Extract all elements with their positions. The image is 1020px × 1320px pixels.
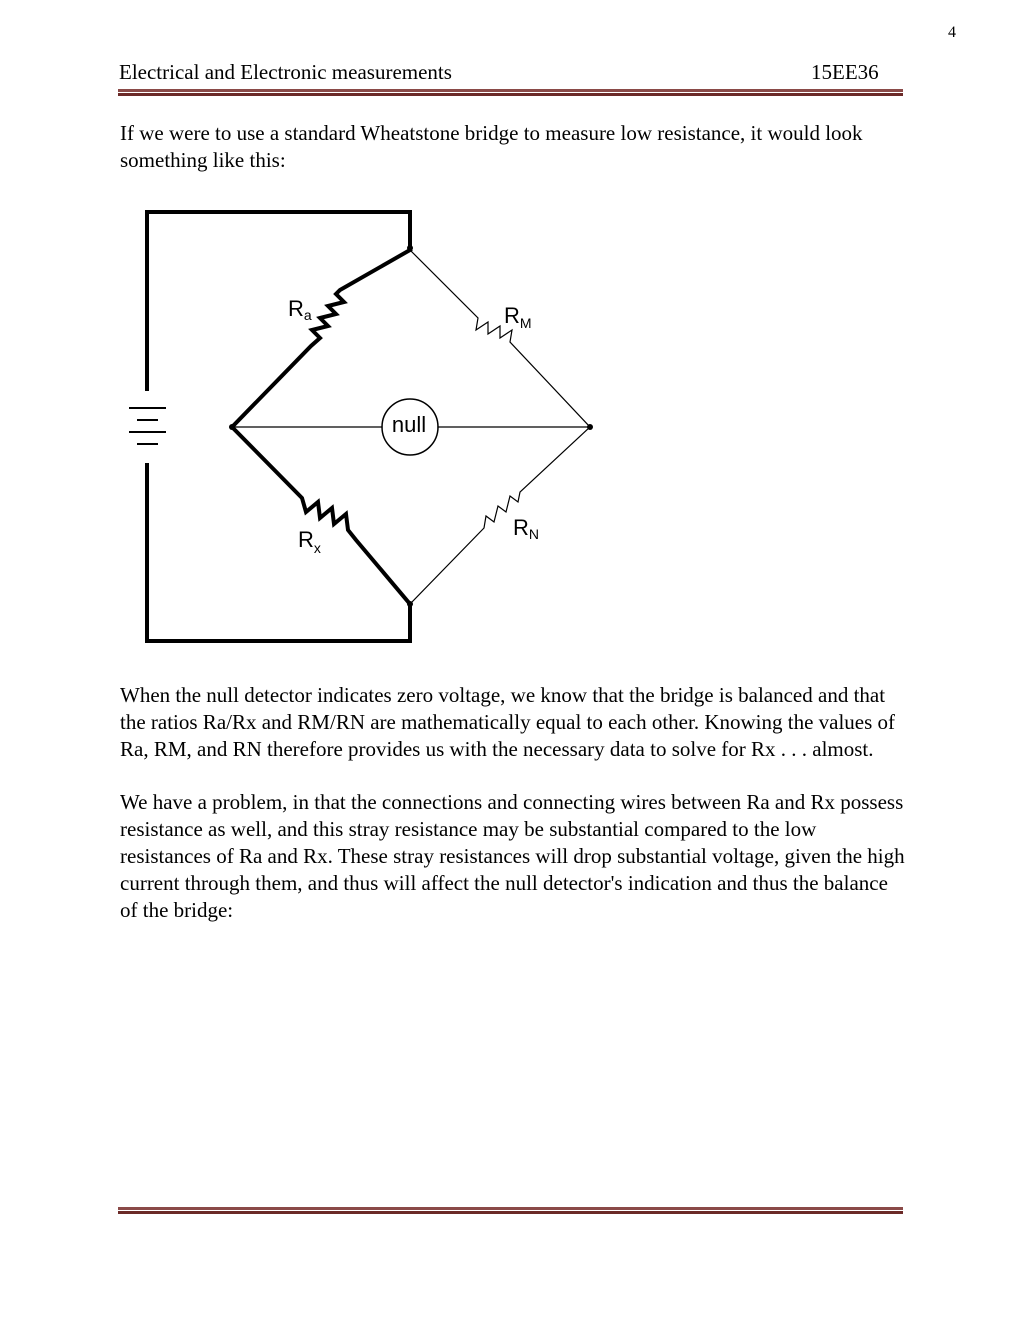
resistor-rn-label: R — [513, 515, 529, 540]
resistor-ra-subscript: a — [303, 307, 312, 323]
svg-text:RM — [504, 303, 532, 331]
svg-text:RN — [513, 515, 539, 542]
resistor-ra-arm — [232, 250, 410, 427]
resistor-rx-label: R — [298, 527, 314, 552]
resistor-ra-label: R — [288, 296, 304, 321]
course-title: Electrical and Electronic measurements — [119, 60, 452, 84]
node-left — [229, 424, 235, 430]
null-detector-label: null — [391, 412, 427, 437]
course-code: 15EE36 — [811, 60, 879, 84]
page-number: 4 — [948, 24, 956, 41]
circuit-wire-bottom — [147, 465, 410, 641]
resistor-rn-subscript: N — [528, 526, 540, 542]
svg-text:Ra — [288, 296, 312, 323]
resistor-rx-subscript: x — [313, 540, 321, 556]
battery-icon — [130, 408, 165, 444]
footer-rule — [118, 1207, 903, 1215]
resistor-rm-arm — [410, 250, 590, 427]
resistor-rm-subscript: M — [519, 315, 532, 331]
node-top — [407, 245, 413, 251]
circuit-wire-top — [147, 212, 410, 389]
svg-text:Rx — [298, 527, 321, 556]
balance-paragraph: When the null detector indicates zero voltage, we know that the bridge is balanced and that the ratios Ra/Rx and RM/RN are mathematically equal to each other. Knowing the values of Ra, RM, and RN therefore provides us with the necessary data to solve for Rx . . . almost. — [120, 683, 896, 761]
wheatstone-bridge-diagram — [118, 200, 618, 660]
node-bottom — [407, 601, 413, 607]
node-right — [587, 424, 593, 430]
page-header — [119, 60, 889, 90]
header-rule — [118, 89, 903, 97]
intro-paragraph: If we were to use a standard Wheatstone bridge to measure low resistance, it would look something like this: — [120, 121, 863, 172]
resistor-rn-arm — [410, 427, 590, 604]
problem-paragraph: We have a problem, in that the connections and connecting wires between Ra and Rx possess resistance as well, and this stray resistance may be substantial compared to the low resistances of Ra and Rx. These stray resistances will drop substantial voltage, given the high current through them, and thus will affect the null detector's indication and thus the balance of the bridge: — [120, 790, 905, 922]
resistor-rx-arm — [232, 427, 410, 604]
resistor-rm-label: R — [504, 303, 520, 328]
